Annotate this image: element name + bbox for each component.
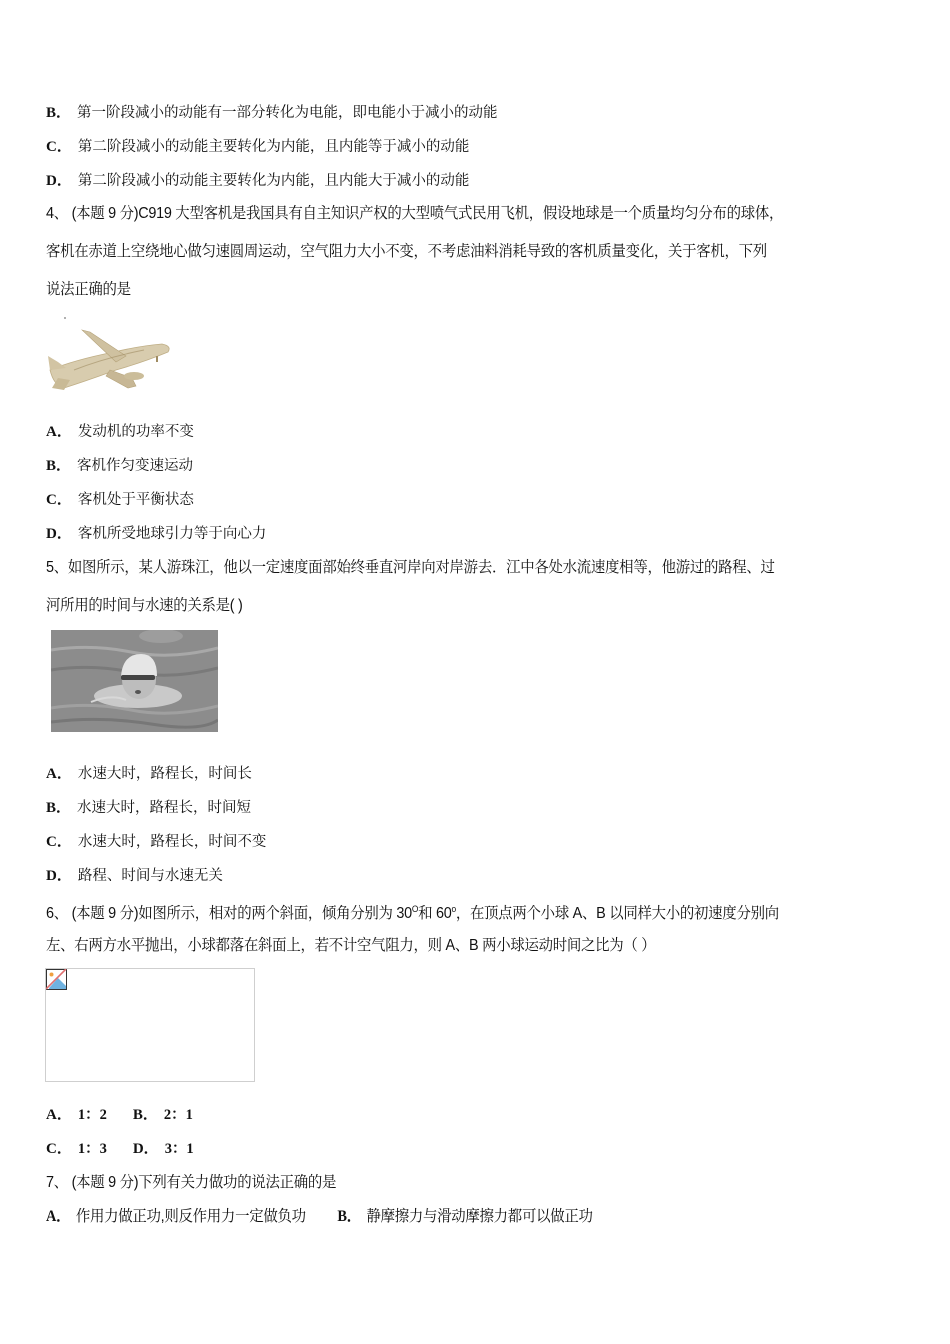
q3-option-c xyxy=(46,136,469,157)
q6-text-pre: 6、 (本题 9 分)如图所示，相对的两个斜面，倾角分别为 30 xyxy=(46,905,412,923)
q6-text-post: ，在顶点两个小球 A、B 以同样大小的初速度分别向 xyxy=(455,905,779,923)
q6-options-row-2 xyxy=(46,1138,194,1159)
option-text: 3：1 xyxy=(164,1141,194,1157)
q4-option-a xyxy=(46,421,194,442)
broken-image-icon xyxy=(46,969,67,990)
option-text: 路程、时间与水速无关 xyxy=(77,868,223,884)
q6-option-d xyxy=(133,1138,194,1159)
option-letter: D． xyxy=(46,868,72,884)
q4-option-d xyxy=(46,523,266,544)
option-text: 客机所受地球引力等于向心力 xyxy=(77,526,267,542)
q5-option-a xyxy=(46,763,252,784)
option-letter: D． xyxy=(46,173,72,189)
swimmer-image xyxy=(51,630,218,732)
option-letter: A． xyxy=(46,1208,71,1225)
q5-option-d xyxy=(46,865,223,886)
option-text: 第二阶段减小的动能主要转化为内能，且内能等于减小的动能 xyxy=(77,139,470,155)
option-text: 静摩擦力与滑动摩擦力都可以做正功 xyxy=(366,1208,593,1225)
airplane-icon xyxy=(44,308,174,393)
q6-degree-1: O xyxy=(411,904,419,914)
option-text: 发动机的功率不变 xyxy=(77,424,194,440)
q5-stem-line-2: 河所用的时间与水速的关系是( ) xyxy=(46,597,243,614)
swimmer-icon xyxy=(51,630,218,732)
q3-option-d xyxy=(46,170,469,191)
option-letter: D． xyxy=(132,1141,159,1157)
option-text: 1：2 xyxy=(77,1107,107,1123)
option-letter: A． xyxy=(46,424,72,440)
option-text: 第一阶段减小的动能有一部分转化为电能，即电能小于减小的动能 xyxy=(77,105,498,121)
broken-image-placeholder xyxy=(45,968,255,1082)
option-text: 水速大时，路程长，时间不变 xyxy=(77,834,267,850)
q6-text-mid: 和 60 xyxy=(418,905,452,923)
option-text: 客机作匀变速运动 xyxy=(77,458,194,474)
option-letter: B． xyxy=(46,458,72,474)
option-text: 1：3 xyxy=(77,1141,107,1157)
q7-option-a xyxy=(46,1207,306,1227)
option-letter: C． xyxy=(46,492,72,508)
q4-stem-line-1: 4、 (本题 9 分)C919 大型客机是我国具有自主知识产权的大型喷气式民用飞机，假设地球是一个质量均匀分布的球体， xyxy=(46,205,784,222)
q6-option-b xyxy=(133,1104,193,1125)
q7-options-row-1 xyxy=(46,1207,593,1227)
q6-options-row-1 xyxy=(46,1104,193,1125)
q6-option-c xyxy=(46,1138,107,1159)
q6-degree-2: o xyxy=(451,904,456,914)
option-text: 作用力做正功,则反作用力一定做负功 xyxy=(75,1208,306,1225)
option-letter: A． xyxy=(46,1107,72,1123)
q6-option-a xyxy=(46,1104,107,1125)
q6-stem-line-2: 左、右两方水平抛出，小球都落在斜面上，若不计空气阻力，则 A、B 两小球运动时间之比为（ ） xyxy=(46,937,656,954)
option-letter: D． xyxy=(46,526,72,542)
q4-stem-line-3: 说法正确的是 xyxy=(46,281,131,298)
option-text: 水速大时，路程长，时间短 xyxy=(77,800,252,816)
option-letter: B． xyxy=(46,105,72,121)
option-text: 第二阶段减小的动能主要转化为内能，且内能大于减小的动能 xyxy=(77,173,470,189)
q3-option-b xyxy=(46,102,498,123)
q7-option-b xyxy=(337,1207,592,1227)
option-letter: B． xyxy=(46,800,72,816)
option-text: 客机处于平衡状态 xyxy=(77,492,194,508)
q5-option-b xyxy=(46,797,251,818)
airplane-image xyxy=(44,308,174,393)
q5-stem-line-1: 5、如图所示，某人游珠江，他以一定速度面部始终垂直河岸向对岸游去．江中各处水流速度相等，他游过的路程、过 xyxy=(46,559,775,576)
q4-option-b xyxy=(46,455,193,476)
option-text: 2：1 xyxy=(163,1107,193,1123)
option-letter: C． xyxy=(46,139,72,155)
option-letter: A． xyxy=(46,766,72,782)
option-text: 水速大时，路程长，时间长 xyxy=(77,766,252,782)
q7-stem: 7、 (本题 9 分)下列有关力做功的说法正确的是 xyxy=(46,1174,337,1191)
option-letter: C． xyxy=(46,1141,72,1157)
q5-option-c xyxy=(46,831,266,852)
option-letter: B． xyxy=(132,1107,158,1123)
option-letter: B． xyxy=(337,1208,361,1225)
option-letter: C． xyxy=(46,834,72,850)
q4-stem-line-2: 客机在赤道上空绕地心做匀速圆周运动，空气阻力大小不变，不考虑油料消耗导致的客机质量变化，关于客机，下列 xyxy=(46,243,767,260)
q4-option-c xyxy=(46,489,194,510)
q6-stem-line-1 xyxy=(46,899,779,924)
